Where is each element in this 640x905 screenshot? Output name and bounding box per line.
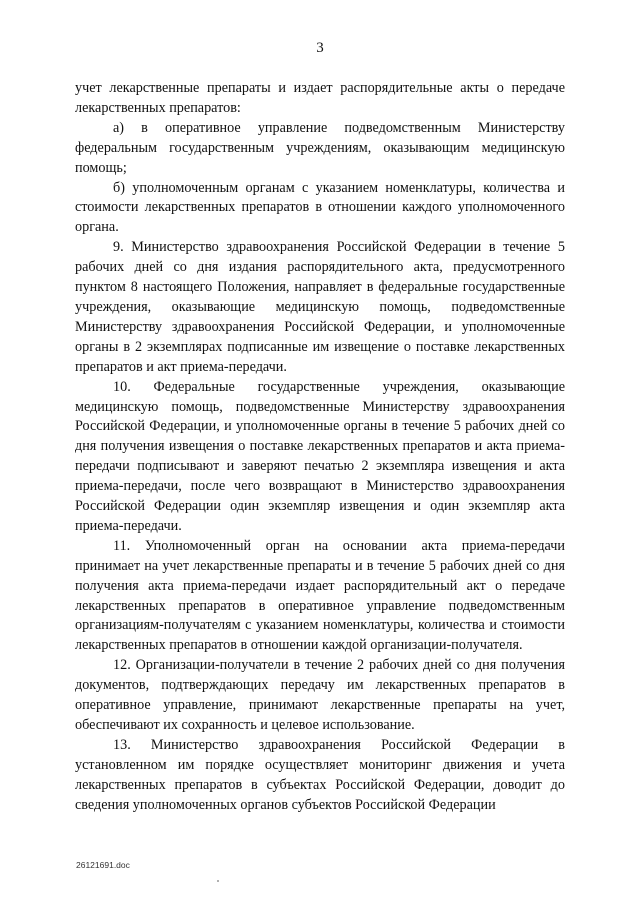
paragraph-12: 12. Организации-получатели в течение 2 рабочих дней со дня получения документов, подтверждающих передачу им лекарственных препаратов в оперативное управление, принимают лекарственные препараты на учет, обеспечивают их сохранность и целевое использование. (75, 657, 565, 733)
document-body (75, 79, 565, 816)
paragraph-13: 13. Министерство здравоохранения Российской Федерации в установленном им порядке осуществляет мониторинг движения и учета лекарственных препаратов в субъектах Российской Федерации, доводит до сведения уполномоченных органов субъектов Российской Федерации (75, 736, 565, 813)
paragraph-continuation: учет лекарственные препараты и издает распорядительные акты о передаче лекарственных препаратов: (75, 80, 565, 116)
paragraph-10: 10. Федеральные государственные учреждения, оказывающие медицинскую помощь, подведомственные Министерству здравоохранения Российской Федерации, и уполномоченные органы в течение 5 рабочих дней со дня получения извещения о поставке лекарственных препаратов и акта приема-передачи подписывают и заверяют печатью 2 экземпляра извещения и акта приема-передачи, после чего возвращают в Министерство здравоохранения Российской Федерации один экземпляр извещения и один экземпляр акта приема-передачи. (75, 378, 565, 534)
scan-artifact (217, 880, 219, 882)
paragraph-11: 11. Уполномоченный орган на основании акта приема-передачи принимает на учет лекарственные препараты и в течение 5 рабочих дней со дня получения акта приема-передачи издает распорядительный акт о передаче лекарственных препаратов в оперативное управление подведомственным организациям-получателям с указанием номенклатуры, количества и стоимости лекарственных препаратов в отношении каждой организации-получателя. (75, 537, 565, 654)
paragraph-item-a: а) в оперативное управление подведомственным Министерству федеральным государственным учреждениям, оказывающим медицинскую помощь; (75, 119, 565, 176)
page-number: 3 (316, 40, 324, 56)
file-reference: 26121691.doc (76, 860, 130, 870)
paragraph-item-b: б) уполномоченным органам с указанием номенклатуры, количества и стоимости лекарственных препаратов в отношении каждого уполномоченного органа. (75, 179, 565, 236)
paragraph-9: 9. Министерство здравоохранения Российской Федерации в течение 5 рабочих дней со дня издания распорядительного акта, предусмотренного пунктом 8 настоящего Положения, направляет в федеральные государственные учреждения, оказывающие медицинскую помощь, подведомственные Министерству здравоохранения Российской Федерации, и уполномоченные органы в 2 экземплярах подписанные им извещение о поставке лекарственных препаратов и акт приема-передачи. (75, 239, 565, 375)
